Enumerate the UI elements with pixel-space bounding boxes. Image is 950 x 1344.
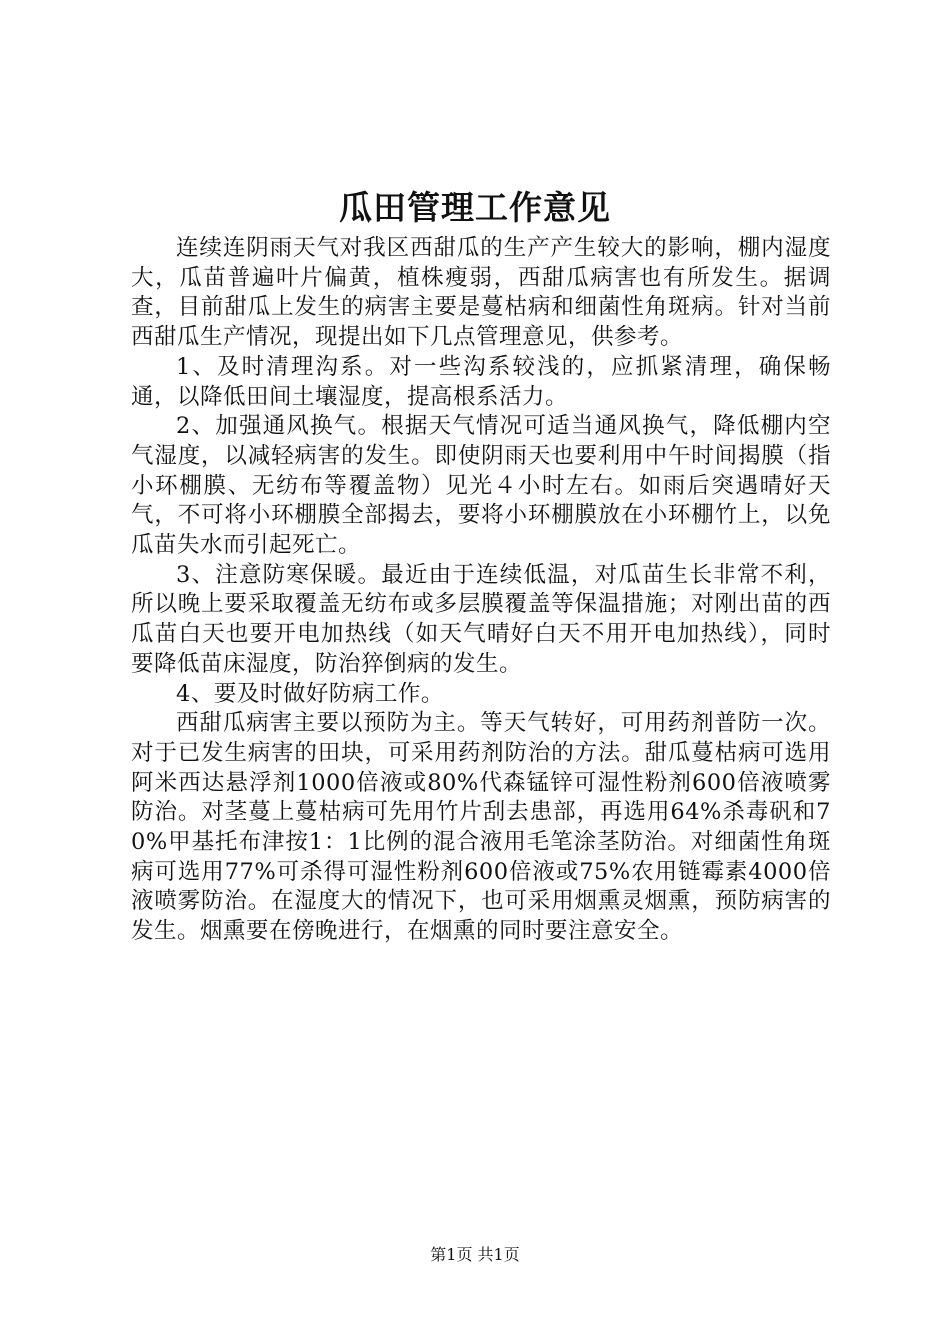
paragraph-item-2: 2、加强通风换气。根据天气情况可适当通风换气，降低棚内空气湿度，以减轻病害的发生。即使阴雨天也要利用中午时间揭膜（指小环棚膜、无纺布等覆盖物）见光４小时左右。如雨后突遇晴好天气，不可将小环棚膜全部揭去，要将小环棚膜放在小环棚竹上，以免瓜苗失水而引起死亡。 [131, 413, 831, 559]
paragraph-item-1: 1、及时清理沟系。对一些沟系较浅的，应抓紧清理，确保畅通，以降低田间土壤湿度，提高根系活力。 [131, 353, 831, 410]
paragraph-intro: 连续连阴雨天气对我区西甜瓜的生产产生较大的影响，棚内湿度大，瓜苗普遍叶片偏黄，植株瘦弱，西甜瓜病害也有所发生。据调查，目前甜瓜上发生的病害主要是蔓枯病和细菌性角斑病。针对当前西甜瓜生产情况，现提出如下几点管理意见，供参考。 [131, 235, 831, 351]
paragraph-item-3: 3、注意防寒保暖。最近由于连续低温，对瓜苗生长非常不利，所以晚上要采取覆盖无纺布或多层膜覆盖等保温措施；对刚出苗的西瓜苗白天也要开电加热线（如天气晴好白天不用开电加热线），同时要降低苗床湿度，防治猝倒病的发生。 [131, 561, 831, 677]
document-title: 瓜田管理工作意见 [339, 188, 611, 227]
page-footer: 第1页 共1页 [430, 1245, 520, 1264]
paragraph-disease-control: 西甜瓜病害主要以预防为主。等天气转好，可用药剂普防一次。对于已发生病害的田块，可采用药剂防治的方法。甜瓜蔓枯病可选用阿米西达悬浮剂1000倍液或80%代森锰锌可湿性粉剂600倍液喷雾防治。对茎蔓上蔓枯病可先用竹片刮去患部，再选用64%杀毒矾和70%甲基托布津按1：1比例的混合液用毛笔涂茎防治。对细菌性角斑病可选用77%可杀得可湿性粉剂600倍液或75%农用链霉素4000倍液喷雾防治。在湿度大的情况下，也可采用烟熏灵烟熏，预防病害的发生。烟熏要在傍晚进行，在烟熏的同时要注意安全。 [131, 710, 831, 945]
paragraph-item-4: 4、要及时做好防病工作。 [176, 680, 444, 707]
document-body [131, 234, 831, 947]
